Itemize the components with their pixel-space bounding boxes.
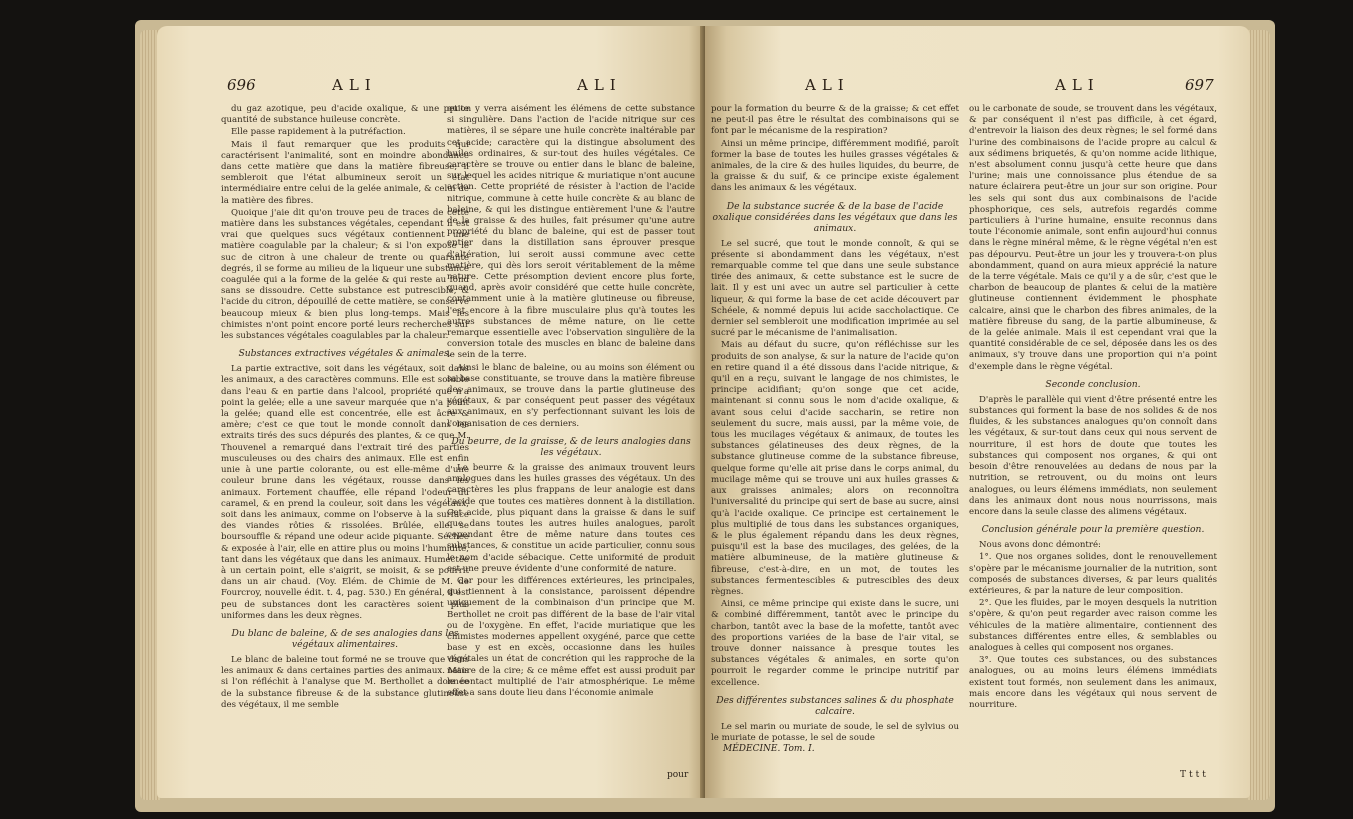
paragraph: Mais au défaut du sucre, qu'on réfléchisse sur les produits de son analyse, & sur la nature de l'acide qu'on en retire quand il a été dissous dans l'acide nitrique, & qu'il en a reçu, suivant le langage de nos chimistes, le principe acidifiant; qu'on songe que cet acide, maintenant si connu sous le nom d'acide oxalique, & avant sous celui d'acide saccharin, se retire non seulement du sucre, mais aussi, par la même voie, de tous les mucilages végétaux & animaux, de toutes les substances gélatineuses des deux règnes, de la substance glutineuse comme de la substance fibreuse, quelque forme qu'elle ait prise dans le corps animal, du mucilage même qui se trouve uni aux huiles grasses & aux graisses animales; alors on reconnoîtra l'universalité du principe qui sert de base au sucre, ainsi qu'à l'acide oxalique. Ce principe est certainement le plus multiplié de tous dans les substances organiques, & le plus également répandu dans les deux règnes, puisqu'il est la base des mucilages, des gelées, de la matière albumineuse, de la matière glutineuse & fibreuse, c'est-à-dire, en un mot, de toutes les substances fermentescibles & putrescibles des deux règnes. xyxy=(711,340,959,597)
right-column-1 xyxy=(711,104,959,745)
section-heading: Conclusion générale pour la première question. xyxy=(981,524,1205,536)
left-running-head: ALI xyxy=(332,76,377,94)
paragraph: La partie extractive, soit dans les végétaux, soit dans les animaux, a des caractères communs. Elle est soluble dans l'eau & en partie dans l'alcool, propriété que n'a point la gelée; elle a une saveur marquée que n'a point la gelée; quand elle est concentrée, elle est âcre & amère; c'est ce que tout le monde connoît dans les extraits tirés des sucs dépurés des plantes, & ce que M. Thouvenel a remarqué dans l'extrait tiré des parties musculeuses ou des chairs des animaux. Elle est enfin unie à une partie colorante, ou est elle-même d'une couleur brune dans les végétaux, rousse dans les animaux. Fortement chauffée, elle répand l'odeur du caramel, & en prend la couleur, soit dans les végétaux, soit dans les animaux, comme on l'observe à la surface des viandes rôties & rissolées. Brûlée, elle se boursouffle & répand une odeur acide piquante. Séchée & exposée à l'air, elle en attire plus ou moins l'humidité, tant dans les végétaux que dans les animaux. Humectée à un certain point, elle s'aigrit, se moisit, & se pourrit dans un air chaud. (Voy. Elém. de Chimie de M. de Fourcroy, nouvelle édit. t. 4, pag. 530.) En général, il est peu de substances dont les caractères soient plus uniformes dans les deux règnes. xyxy=(221,364,469,621)
right-catchword: Tttt xyxy=(1180,770,1209,780)
section-heading: Des différentes substances salines & du phosphate calcaire. xyxy=(716,694,954,717)
right-running-head-2: ALI xyxy=(1055,76,1100,94)
paragraph: 2°. Que les fluides, par le moyen desquels la nutrition s'opère, & qu'on peut regarder avec raison comme les véhicules de la matière alimentaire, contiennent des substances différentes entre elles, & semblables ou analogues à celles qui composent nos organes. xyxy=(969,598,1217,653)
right-page xyxy=(705,26,1250,798)
section-heading: Du blanc de baleine, & de ses analogies dans les végétaux alimentaires. xyxy=(231,627,459,650)
paragraph: 1°. Que nos organes solides, dont le renouvellement s'opère par le mécanisme journalier de la nutrition, sont composés de substances diverses, & par leurs qualités extérieures, & par la nature de leur composition. xyxy=(969,552,1217,596)
paragraph: Le blanc de baleine tout formé ne se trouve que dans les animaux & dans certaines parties des animaux. Mais si l'on réfléchit à l'analyse que M. Berthollet a donnée de la substance fibreuse & de la substance glutineuse des végétaux, il me semble xyxy=(221,654,469,710)
left-column-1 xyxy=(221,104,469,712)
paragraph: Car pour les différences extérieures, les principales, qui tiennent à la consistance, paroissent dépendre uniquement de la combinaison d'un principe que M. Berthollet ne croit pas différent de la base de l'air vital ou de l'oxygène. En effet, l'acide muriatique que les chimistes modernes appellent oxygéné, parce que cette base y est en excès, occasionne dans les huiles végétales un état de concrétion qui les rapproche de la nature de la cire; & ce même effet est aussi produit par le contact multiplié de l'air atmosphérique. Le même effet a sans doute lieu dans l'économie animale xyxy=(447,575,695,698)
paragraph: du gaz azotique, peu d'acide oxalique, & une petite quantité de substance huileuse concrète. xyxy=(221,104,469,126)
left-column-2 xyxy=(447,104,695,700)
paragraph: ou le carbonate de soude, se trouvent dans les végétaux, & par conséquent il n'est pas difficile, à cet égard, d'entrevoir la liaison des deux règnes; le sel formé dans l'urine des combinaisons de l'acide propre au calcul & aux sédimens briquetés, & qu'on nomme acide lithique, n'est absolument connu jusqu'à cette heure que dans l'urine; mais une connoissance plus étendue de sa nature éclairera peut-être un jour sur son origine. Pour les sels qui sont dus aux combinaisons de l'acide phosphorique, ces sels, autrefois regardés comme particuliers à l'urine humaine, ensuite reconnus dans toute l'économie animale, sont enfin aujourd'hui connus dans le règne minéral même, & le règne végétal n'en est pas dépourvu. Peut-être un jour les y trouvera-t-on plus abondamment, quand on aura mieux apprécié la nature de la terre végétale. Mais ce qu'il y a de sûr, c'est que le charbon de beaucoup de plantes & celui de la matière glutineuse contiennent évidemment le phosphate calcaire, ainsi que le charbon des fibres animales, de la matière fibreuse du sang, de la partie albumineuse, & de la gelée animale. Mais il est cependant vrai que la quantité considérable de ce sel, déposée dans les os des animaux, s'y trouve dans une proportion qui n'a point d'exemple dans le règne végétal. xyxy=(969,104,1217,372)
left-page xyxy=(157,26,705,798)
section-heading: De la substance sucrée & de la base de l'acide oxalique considérées dans les végétaux que dans les animaux. xyxy=(712,200,958,234)
section-heading: Du beurre, de la graisse, & de leurs analogies dans les végétaux. xyxy=(451,435,691,458)
right-running-head: ALI xyxy=(805,76,850,94)
right-page-number: 697 xyxy=(1185,76,1214,94)
paragraph: Quoique j'aie dit qu'on trouve peu de traces de cette matière dans les substances végétales, cependant il est vrai que quelques sucs végétaux contiennent une matière coagulable par la chaleur; & si l'on expose le suc de citron à une chaleur de trente ou quarante degrés, il se forme au milieu de la liqueur une substance coagulée qui a la forme de la gelée & qui reste au fond sans se dissoudre. Cette substance est putrescible, & l'acide du citron, dépouillé de cette matière, se conserve beaucoup mieux & bien plus long-temps. Mais les chimistes n'ont point encore porté leurs recherches sur les substances végétales coagulables par la chaleur. xyxy=(221,207,469,342)
section-heading: Seconde conclusion. xyxy=(1045,378,1141,390)
paragraph: Ainsi, ce même principe qui existe dans le sucre, uni & combiné différemment, tantôt avec le principe du charbon, tantôt avec la base de la mofette, tantôt avec des proportions variées de la base de l'air vital, se trouve donner naissance à presque toutes les substances végétales & animales, en sorte qu'on pourroit le regarder comme le principe nutritif par excellence. xyxy=(711,599,959,688)
paragraph: Le sel marin ou muriate de soude, le sel de sylvius ou le muriate de potasse, le sel de soude xyxy=(711,721,959,743)
paragraph: qu'on y verra aisément les élémens de cette substance si singulière. Dans l'action de l'acide nitrique sur ces matières, il se sépare une huile concrète inaltérable par cet acide; caractère qui la distingue absolument des huiles ordinaires, & sur-tout des huiles végétales. Ce caractère se trouve ou entier dans le blanc de baleine, sur lequel les acides nitrique & muriatique n'ont aucune action. Cette propriété de résister à l'action de l'acide nitrique, commune à cette huile concrète & au blanc de baleine, & qui les distingue entièrement l'une & l'autre de la graisse & des huiles, fait présumer qu'une autre propriété du blanc de baleine, qui est de passer tout entier dans la distillation sans éprouver presque d'altération, lui seroit aussi commune avec cette matière, qui dès lors seroit véritablement de la même nature. Cette présomption devient encore plus forte, quand, après avoir considéré que cette huile concrète, contamment unie à la matière glutineuse ou fibreuse, l'est encore à la fibre musculaire plus qu'à toutes les autres substances de même nature, on lie cette remarque essentielle avec l'observation singulière de la conversion totale des muscles en blanc de baleine dans le sein de la terre. xyxy=(447,104,695,361)
left-page-number: 696 xyxy=(227,76,256,94)
paragraph: Ainsi un même principe, différemment modifié, paroît former la base de toutes les huiles grasses végétales & animales, de la cire & des huiles liquides, du beurre, de la graisse & du suif, & ce principe existe également dans les animaux & les végétaux. xyxy=(711,138,959,194)
page-edges-right xyxy=(1248,30,1270,800)
paragraph: D'après le parallèle qui vient d'être présenté entre les substances qui forment la base de nos solides & de nos fluides, & les substances analogues qu'on connoît dans les végétaux, & sur-tout dans ceux qui nous servent de nourriture, il est hors de doute que toutes les substances qui composent nos organes, & qui ont besoin d'être renouvelées au dedans de nous par la nutrition, se retrouvent, ou du moins ont leurs analogues, ou leurs élémens immédiats, non seulement dans les animaux dont nous nous nourrissons, mais encore dans la seule classe des alimens végétaux. xyxy=(969,394,1217,517)
paragraph: pour la formation du beurre & de la graisse; & cet effet ne peut-il pas être le résultat des combinaisons qui se font par le mécanisme de la respiration? xyxy=(711,104,959,137)
paragraph: Le sel sucré, que tout le monde connoît, & qui se présente si abondamment dans les végétaux, n'est remarquable comme tel que dans une seule substance tirée des animaux, & cette substance est le sucre de lait. Il y est uni avec un autre sel particulier à cette liqueur, & qui forme la base de cet acide découvert par Schéele, & nommé depuis lui acide saccholactique. Ce dernier sel sembleroit une modification imprimée au sel sucré par le mécanisme de l'animalisation. xyxy=(711,238,959,339)
right-column-2 xyxy=(969,104,1217,712)
paragraph: Elle passe rapidement à la putréfaction. xyxy=(231,127,406,138)
signature-line: MÉDECINE. Tom. I. xyxy=(723,744,815,754)
paragraph: Ainsi le blanc de baleine, ou au moins son élément ou sa base constituante, se trouve dans la matière fibreuse des animaux, se trouve dans la partie glutineuse des végétaux, & par conséquent peut passer des végétaux aux animaux, en s'y perfectionnant suivant les lois de l'organisation de ces derniers. xyxy=(447,362,695,429)
left-catchword: pour xyxy=(667,770,689,780)
section-heading: Substances extractives végétales & animales. xyxy=(238,348,452,360)
paragraph: Nous avons donc démontré: xyxy=(979,540,1101,551)
paragraph: Le beurre & la graisse des animaux trouvent leurs analogues dans les huiles grasses des végétaux. Un des caractères les plus frappans de leur analogie est dans l'acide que toutes ces matières donnent à la distillation. Cet acide, plus piquant dans la graisse & dans le suif que dans toutes les autres huiles analogues, paroît cependant être de même nature dans toutes ces substances, & constitue un acide particulier, connu sous le nom d'acide sébacique. Cette uniformité de produit est une preuve évidente d'une conformité de nature. xyxy=(447,462,695,574)
paragraph: Mais il faut remarquer que les produits qui caractérisent l'animalité, sont en moindre abondance dans cette matière que dans la matière fibreuse; il sembleroit que l'état albumineux seroit un état intermédiaire entre celui de la gelée animale, & celui de la matière des fibres. xyxy=(221,139,469,206)
left-running-head-2: ALI xyxy=(577,76,622,94)
paragraph: 3°. Que toutes ces substances, ou des substances analogues, ou au moins leurs élémens immédiats existent tout formés, non seulement dans les animaux, mais encore dans les végétaux qui nous servent de nourriture. xyxy=(969,655,1217,710)
